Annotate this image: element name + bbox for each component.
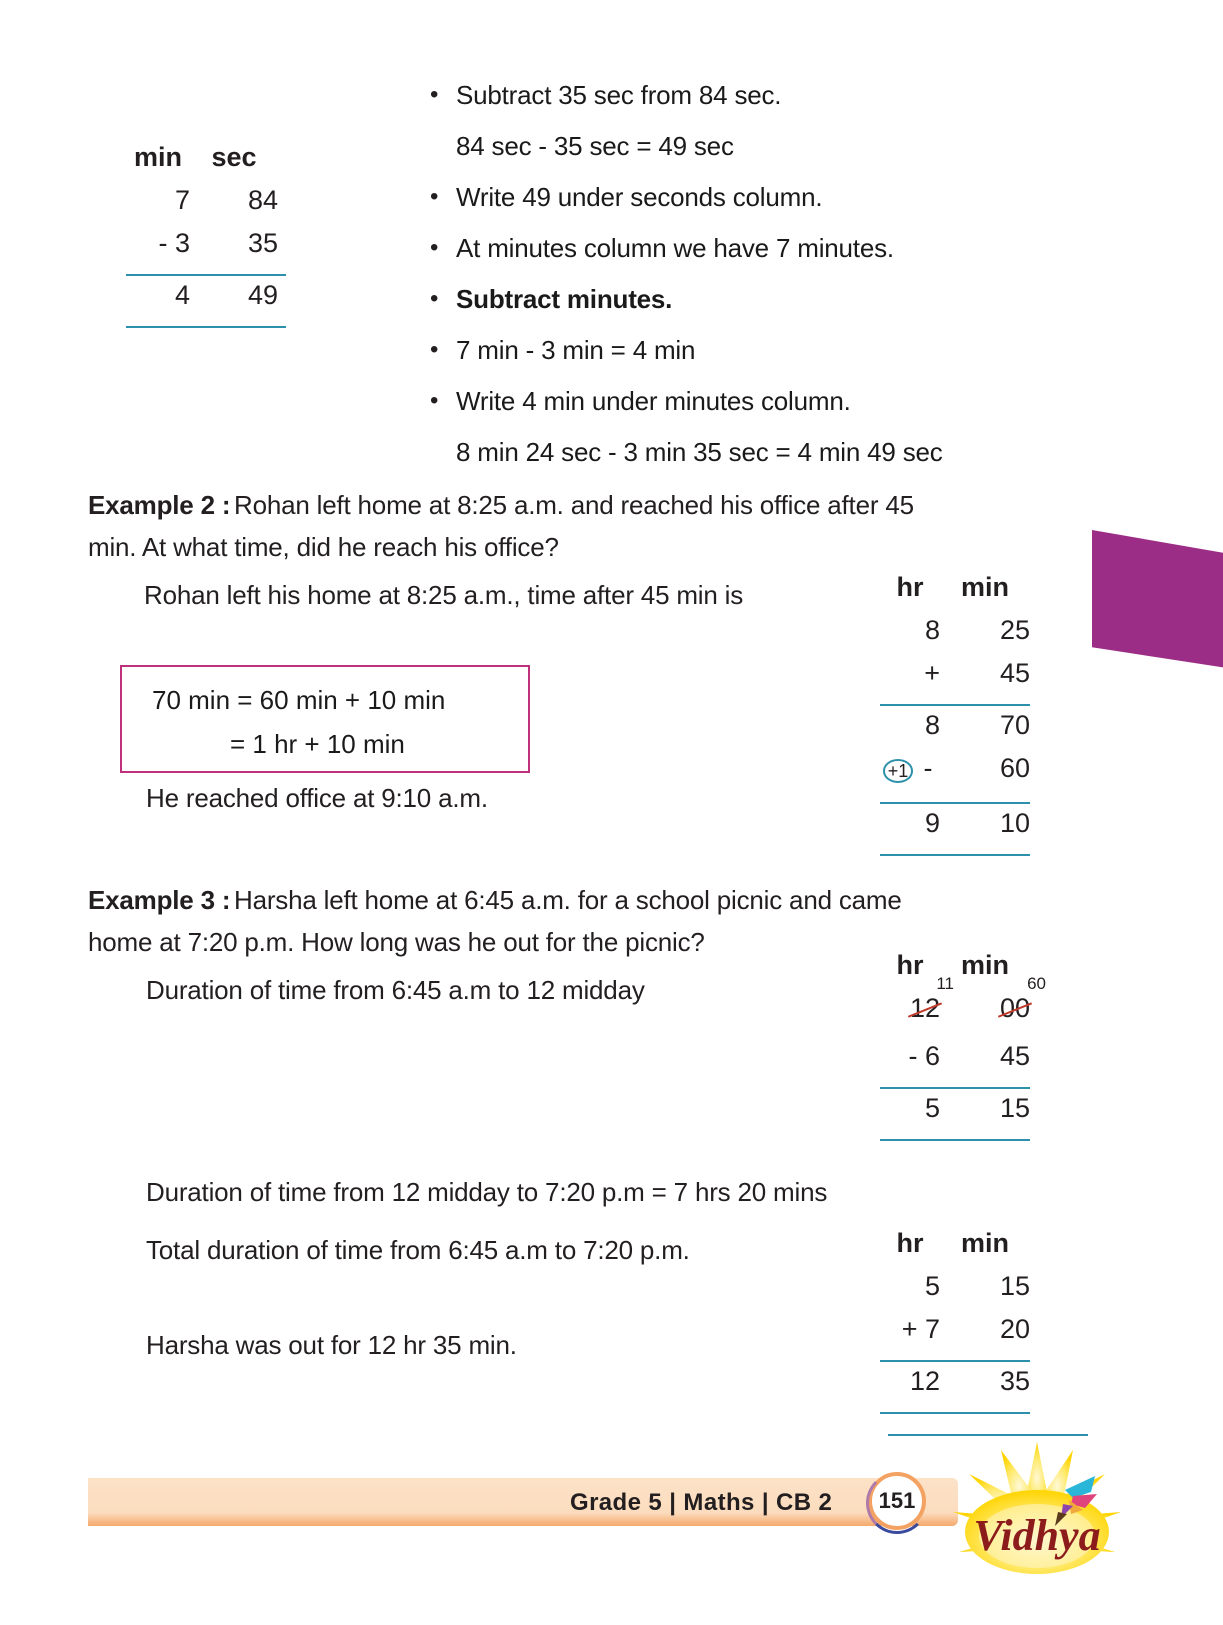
bullet-icon: • <box>430 336 439 363</box>
example-3-label: Example 3 : <box>88 885 231 915</box>
cell-min: 45 <box>999 1041 1030 1071</box>
table-carry-row <box>880 753 1030 799</box>
table-row <box>126 185 286 228</box>
table-result-row <box>880 1093 1030 1136</box>
table-subtotal-row <box>880 710 1030 753</box>
divider-line <box>880 704 1030 706</box>
struck-value-min: 00 <box>999 993 1030 1023</box>
list-item <box>430 129 1070 180</box>
list-item-label: At minutes column we have 7 minutes. <box>456 233 894 263</box>
subtotal-min: 70 <box>999 710 1030 740</box>
list-item-label: Write 49 under seconds column. <box>456 182 823 212</box>
example-3-question-line-2: home at 7:20 p.m. How long was he out for the picnic? <box>88 927 705 957</box>
example-2-question-line-2: min. At what time, did he reach his office? <box>88 532 559 562</box>
column-header-min: min <box>960 950 1009 980</box>
list-item-label: Subtract minutes. <box>456 284 673 314</box>
example-2-question-line-1: Rohan left home at 8:25 a.m. and reached his office after 45 <box>234 490 914 520</box>
divider-line <box>126 326 286 328</box>
example-3-addition-table <box>880 1228 1030 1418</box>
result-hr: 12 <box>909 1366 940 1396</box>
cell-sec: 84 <box>247 185 278 215</box>
table-result-row <box>880 1366 1030 1409</box>
table-row <box>880 1314 1030 1357</box>
example-3-conclusion: Harsha was out for 12 hr 35 min. <box>146 1330 517 1360</box>
table-result-row <box>880 808 1030 851</box>
cell-hr: 8 <box>924 615 940 645</box>
cell-operator: - <box>923 753 933 783</box>
conversion-line-1: 70 min = 60 min + 10 min <box>152 685 446 715</box>
column-header-hr: hr <box>896 572 924 602</box>
cell-sec: 35 <box>247 228 278 258</box>
example-3-line-1: Duration of time from 6:45 a.m to 12 midday <box>146 975 645 1005</box>
result-hr: 5 <box>924 1093 940 1123</box>
list-item <box>430 384 1070 435</box>
cell-hr: 5 <box>924 1271 940 1301</box>
divider-line <box>880 1139 1030 1141</box>
divider-line <box>126 274 286 276</box>
cell-min: - 3 <box>158 228 190 258</box>
list-item-label: Subtract 35 sec from 84 sec. <box>456 80 782 110</box>
result-hr: 9 <box>924 808 940 838</box>
column-header-hr: hr <box>896 950 924 980</box>
table-row <box>880 615 1030 658</box>
example-3-question-line-1: Harsha left home at 6:45 a.m. for a school picnic and came <box>234 885 902 915</box>
example-3-subtraction-table <box>880 950 1046 1145</box>
struck-value-hr: 12 <box>909 993 940 1023</box>
list-item-label: 84 sec - 35 sec = 49 sec <box>456 131 734 161</box>
example-2-conclusion: He reached office at 9:10 a.m. <box>146 783 488 813</box>
bullet-icon: • <box>430 285 439 312</box>
borrow-mark-min: 60 <box>1027 974 1046 993</box>
min-sec-calculation-table <box>126 142 286 332</box>
logo-wordmark: Vidhya <box>973 1511 1101 1560</box>
cell-min: 15 <box>999 1271 1030 1301</box>
list-item-label: Write 4 min under minutes column. <box>456 386 851 416</box>
decorative-parallelogram <box>1092 530 1223 668</box>
divider-line <box>880 1360 1030 1362</box>
result-min: 4 <box>174 280 190 310</box>
page-number-badge: 151 <box>868 1472 926 1530</box>
cell-hr-operator: + <box>924 658 940 688</box>
example-2-label: Example 2 : <box>88 490 231 520</box>
cell-min: 25 <box>999 615 1030 645</box>
bullet-icon: • <box>430 183 439 210</box>
column-header-min: min <box>960 572 1009 602</box>
example-2-calculation-table <box>880 572 1030 860</box>
table-minuend-row <box>880 974 1046 1041</box>
result-min: 35 <box>999 1366 1030 1396</box>
divider-line <box>880 802 1030 804</box>
result-min: 10 <box>999 808 1030 838</box>
footer-label: Grade 5 | Maths | CB 2 <box>570 1489 833 1516</box>
divider-line <box>880 1412 1030 1414</box>
column-header-sec: sec <box>211 142 257 172</box>
vidhya-logo <box>945 1432 1130 1607</box>
list-item-label: 8 min 24 sec - 3 min 35 sec = 4 min 49 sec <box>456 437 943 467</box>
list-item <box>430 282 1070 333</box>
cell-min: 20 <box>999 1314 1030 1344</box>
list-item <box>430 231 1070 282</box>
table-subtrahend-row <box>880 1041 1030 1084</box>
cell-min: 7 <box>174 185 190 215</box>
cell-hr: + 7 <box>901 1314 940 1344</box>
bullet-icon: • <box>430 234 439 261</box>
list-item <box>430 78 1070 129</box>
example-2-statement: Rohan left his home at 8:25 a.m., time after 45 min is <box>144 580 744 610</box>
cell-hr-borrowed <box>880 974 954 1024</box>
table-row <box>880 1271 1030 1314</box>
column-header-hr: hr <box>896 1228 924 1258</box>
borrow-mark-hr: 11 <box>936 974 954 993</box>
cell-min: 45 <box>999 658 1030 688</box>
table-header-row <box>880 950 1030 993</box>
example-3-line-2: Duration of time from 12 midday to 7:20 p.m = 7 hrs 20 mins <box>146 1177 828 1207</box>
example-3-line-3: Total duration of time from 6:45 a.m to 7:20 p.m. <box>146 1235 690 1265</box>
instruction-bullet-list <box>430 78 1070 486</box>
conversion-line-2: = 1 hr + 10 min <box>230 729 405 759</box>
table-row <box>126 228 286 271</box>
divider-line <box>880 1087 1030 1089</box>
cell-hr: - 6 <box>908 1041 940 1071</box>
table-row <box>880 658 1030 701</box>
cell-min: 60 <box>999 753 1030 783</box>
bullet-icon: • <box>430 387 439 414</box>
table-header-row <box>880 1228 1030 1271</box>
highlight-box-conversion <box>120 665 530 773</box>
bullet-icon: • <box>430 81 439 108</box>
table-header-row <box>880 572 1030 615</box>
table-header-row <box>126 142 286 185</box>
divider-line <box>880 854 1030 856</box>
column-header-min: min <box>133 142 182 172</box>
subtotal-hr: 8 <box>924 710 940 740</box>
carry-badge: +1 <box>883 759 914 783</box>
list-item <box>430 180 1070 231</box>
list-item <box>430 435 1070 486</box>
result-min: 15 <box>999 1093 1030 1123</box>
result-sec: 49 <box>247 280 278 310</box>
list-item-label: 7 min - 3 min = 4 min <box>456 335 696 365</box>
list-item <box>430 333 1070 384</box>
table-result-row <box>126 280 286 323</box>
column-header-min: min <box>960 1228 1009 1258</box>
